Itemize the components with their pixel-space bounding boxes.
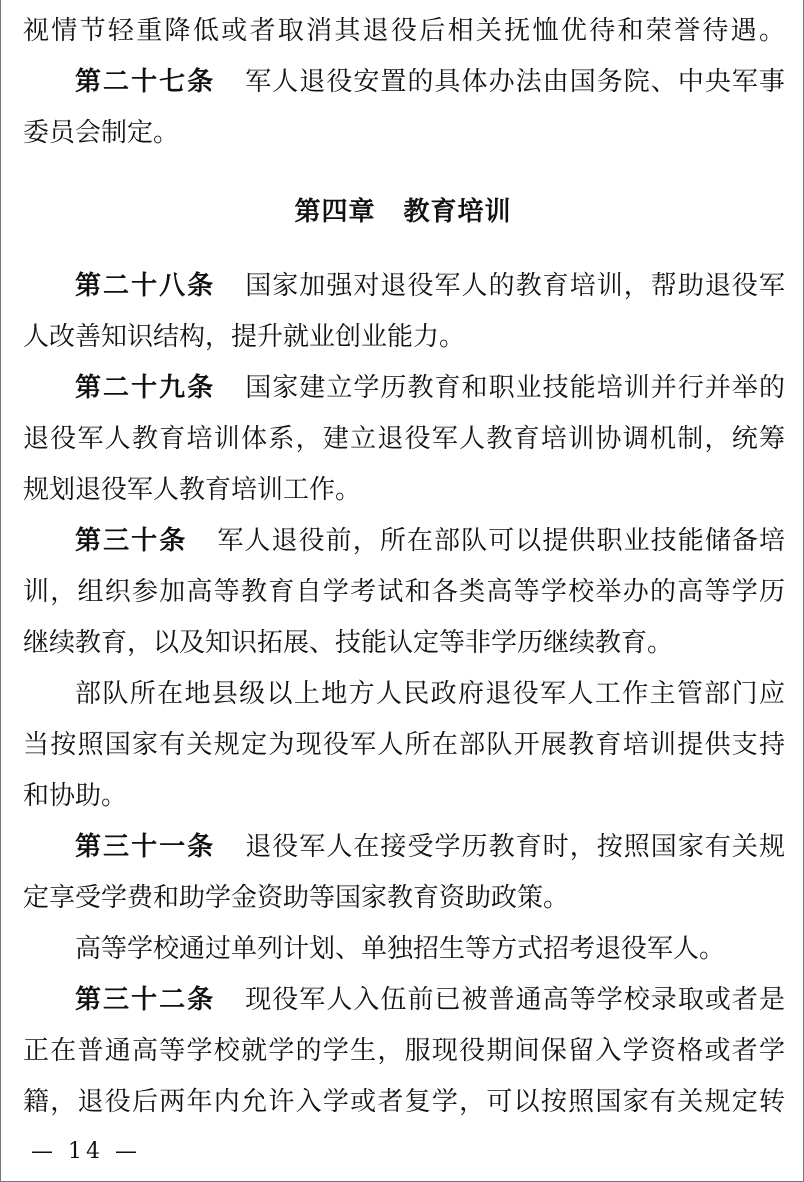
article-line — [75, 265, 785, 307]
chapter-title: 教育培训 — [403, 197, 512, 227]
line-text: 军人退役安置的具体办法由国务院、中央军事 — [245, 67, 785, 97]
text-line — [75, 928, 785, 970]
line-text: 定享受学费和助学金资助等国家教育资助政策。 — [23, 883, 570, 913]
line-text: 籍，退役后两年内允许入学或者复学，可以按照国家有关规定转 — [23, 1087, 785, 1117]
chapter-heading — [1, 190, 804, 234]
line-text: 现役军人入伍前已被普通高等学校录取或者是 — [245, 985, 785, 1015]
article-line — [75, 979, 785, 1021]
line-text: 部队所在地县级以上地方人民政府退役军人工作主管部门应 — [75, 679, 785, 709]
line-text: 委员会制定。 — [23, 118, 180, 148]
line-text: 人改善知识结构，提升就业创业能力。 — [23, 322, 466, 352]
article-line — [75, 826, 785, 868]
article-number: 第三十条 — [75, 526, 188, 556]
text-line — [23, 877, 785, 919]
line-text: 继续教育，以及知识拓展、技能认定等非学历继续教育。 — [23, 628, 674, 658]
article-line — [75, 61, 785, 103]
text-line — [23, 724, 785, 766]
article-number: 第二十八条 — [75, 271, 216, 301]
line-text: 视情节轻重降低或者取消其退役后相关抚恤优待和荣誉待遇。 — [23, 16, 785, 46]
line-text: 国家建立学历教育和职业技能培训并行并举的 — [245, 373, 785, 403]
article-number: 第三十二条 — [75, 985, 216, 1015]
text-line — [23, 1030, 785, 1072]
text-line — [23, 418, 785, 460]
text-line — [23, 775, 785, 817]
text-line — [75, 673, 785, 715]
article-number: 第三十一条 — [75, 832, 216, 862]
text-line — [23, 571, 785, 613]
text-line — [23, 112, 785, 154]
text-line — [23, 316, 785, 358]
text-line — [23, 10, 785, 52]
line-text: 和协助。 — [23, 781, 128, 811]
article-number: 第二十七条 — [75, 67, 216, 97]
line-text: 国家加强对退役军人的教育培训，帮助退役军 — [245, 271, 785, 301]
text-line — [23, 1081, 785, 1123]
page-number: — 14 — — [31, 1139, 141, 1164]
text-line — [23, 622, 785, 664]
line-text: 正在普通高等学校就学的学生，服现役期间保留入学资格或者学 — [23, 1036, 785, 1066]
article-line — [75, 367, 785, 409]
line-text: 训，组织参加高等教育自学考试和各类高等学校举办的高等学历 — [23, 577, 785, 607]
text-line — [23, 469, 785, 511]
line-text: 军人退役前，所在部队可以提供职业技能储备培 — [217, 526, 785, 556]
line-text: 当按照国家有关规定为现役军人所在部队开展教育培训提供支持 — [23, 730, 785, 760]
article-number: 第二十九条 — [75, 373, 216, 403]
line-text: 规划退役军人教育培训工作。 — [23, 475, 362, 505]
article-line — [75, 520, 785, 562]
line-text: 退役军人教育培训体系，建立退役军人教育培训协调机制，统筹 — [23, 424, 785, 454]
line-text: 高等学校通过单列计划、单独招生等方式招考退役军人。 — [75, 934, 726, 964]
line-text: 退役军人在接受学历教育时，按照国家有关规 — [245, 832, 785, 862]
chapter-number: 第四章 — [294, 197, 376, 227]
